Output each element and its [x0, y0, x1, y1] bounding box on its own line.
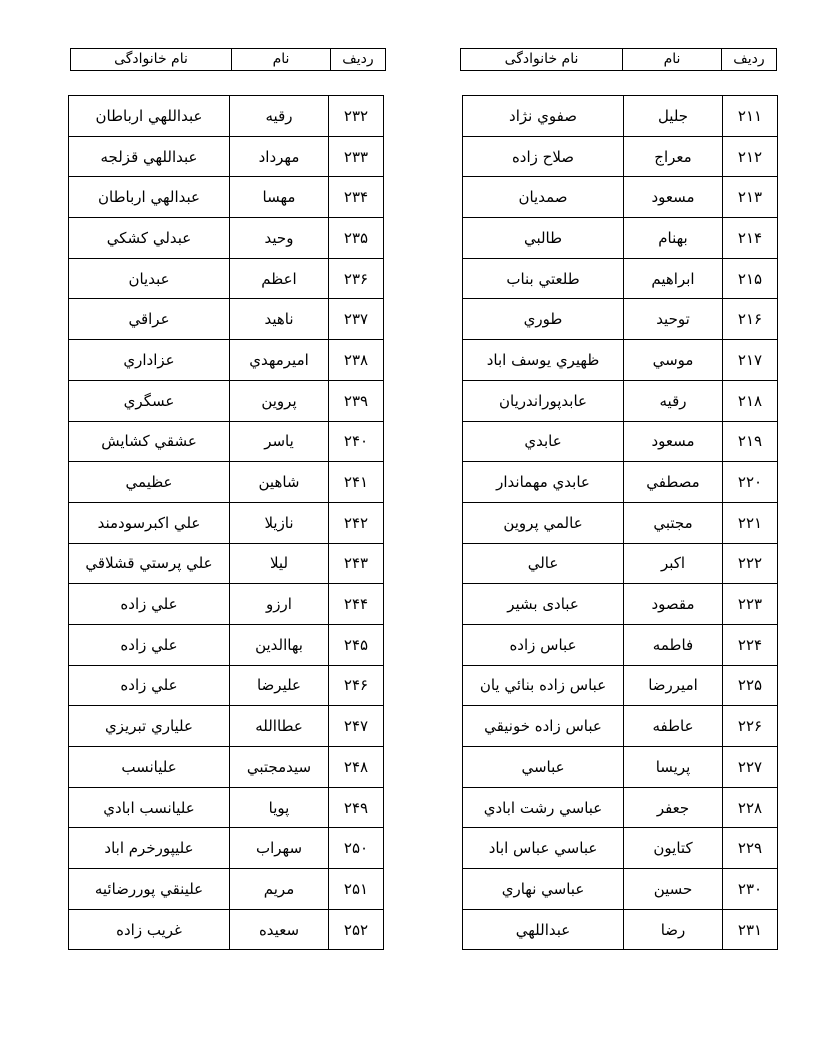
- family-name-cell: طلعتي بناب: [463, 258, 624, 299]
- table-row: [463, 543, 778, 584]
- row-number-cell: ۲۲۹: [723, 828, 778, 869]
- table-row: [69, 787, 384, 828]
- row-number-cell: ۲۲۸: [723, 787, 778, 828]
- table-row: [69, 869, 384, 910]
- row-number-cell: ۲۱۸: [723, 380, 778, 421]
- row-number-cell: ۲۱۴: [723, 218, 778, 259]
- table-row: [69, 96, 384, 137]
- table-row: [69, 828, 384, 869]
- header-row: [461, 49, 777, 71]
- family-name-cell: عزاداري: [69, 340, 230, 381]
- family-name-cell: عابدي مهماندار: [463, 462, 624, 503]
- row-number-cell: ۲۵۲: [329, 909, 384, 950]
- table-row: [463, 462, 778, 503]
- first-name-cell: پروين: [230, 380, 329, 421]
- table-row: [69, 624, 384, 665]
- header-row: [71, 49, 386, 71]
- table-row: [69, 258, 384, 299]
- row-number-cell: ۲۱۳: [723, 177, 778, 218]
- table-row: [463, 828, 778, 869]
- row-number-cell: ۲۲۱: [723, 502, 778, 543]
- table-row: [69, 177, 384, 218]
- row-number-cell: ۲۱۶: [723, 299, 778, 340]
- first-name-cell: كتايون: [624, 828, 723, 869]
- row-number-cell: ۲۳۴: [329, 177, 384, 218]
- family-name-cell: صفوي نژاد: [463, 96, 624, 137]
- row-number-cell: ۲۱۲: [723, 136, 778, 177]
- row-number-cell: ۲۲۰: [723, 462, 778, 503]
- family-name-cell: عالمي پروين: [463, 502, 624, 543]
- row-number-cell: ۲۴۸: [329, 747, 384, 788]
- first-name-cell: ابراهيم: [624, 258, 723, 299]
- first-name-cell: جليل: [624, 96, 723, 137]
- first-name-cell: مهسا: [230, 177, 329, 218]
- family-name-cell: عبداللهي: [463, 909, 624, 950]
- first-name-cell: معراج: [624, 136, 723, 177]
- family-name-cell: عراقي: [69, 299, 230, 340]
- table-row: [463, 787, 778, 828]
- table-row: [463, 380, 778, 421]
- table-row: [69, 136, 384, 177]
- family-name-cell: عباس زاده: [463, 624, 624, 665]
- family-name-cell: عباسي عباس اباد: [463, 828, 624, 869]
- table-row: [69, 218, 384, 259]
- table-row: [463, 299, 778, 340]
- first-name-cell: اميررضا: [624, 665, 723, 706]
- family-name-cell: ظهيري يوسف اباد: [463, 340, 624, 381]
- first-name-cell: مقصود: [624, 584, 723, 625]
- left-table-header: [70, 48, 386, 71]
- first-name-cell: عطاالله: [230, 706, 329, 747]
- family-name-cell: عباس زاده خونيقي: [463, 706, 624, 747]
- first-name-cell: فاطمه: [624, 624, 723, 665]
- family-name-cell: عليانسب ابادي: [69, 787, 230, 828]
- table-row: [463, 96, 778, 137]
- row-number-cell: ۲۳۷: [329, 299, 384, 340]
- family-name-cell: علينقي پوررضائيه: [69, 869, 230, 910]
- first-name-cell: عليرضا: [230, 665, 329, 706]
- family-name-cell: عبدلي كشكي: [69, 218, 230, 259]
- family-name-cell: عباس زاده بنائي يان: [463, 665, 624, 706]
- first-name-cell: مصطفي: [624, 462, 723, 503]
- family-name-cell: علي اكبرسودمند: [69, 502, 230, 543]
- table-row: [69, 299, 384, 340]
- first-name-cell: مهرداد: [230, 136, 329, 177]
- first-name-cell: ياسر: [230, 421, 329, 462]
- row-number-cell: ۲۴۰: [329, 421, 384, 462]
- first-name-cell: مجتبي: [624, 502, 723, 543]
- row-number-cell: ۲۲۴: [723, 624, 778, 665]
- table-row: [69, 584, 384, 625]
- family-name-cell: عباسي رشت ابادي: [463, 787, 624, 828]
- family-name-cell: صلاح زاده: [463, 136, 624, 177]
- row-number-cell: ۲۳۵: [329, 218, 384, 259]
- first-name-cell: اعظم: [230, 258, 329, 299]
- table-row: [463, 909, 778, 950]
- first-name-cell: ليلا: [230, 543, 329, 584]
- family-name-cell: عابدي: [463, 421, 624, 462]
- family-name-cell: عباسي نهاري: [463, 869, 624, 910]
- row-number-cell: ۲۴۹: [329, 787, 384, 828]
- family-name-cell: عباسي: [463, 747, 624, 788]
- table-row: [463, 136, 778, 177]
- first-name-cell: توحيد: [624, 299, 723, 340]
- row-number-cell: ۲۲۶: [723, 706, 778, 747]
- first-name-cell: بهاالدين: [230, 624, 329, 665]
- first-name-cell: بهنام: [624, 218, 723, 259]
- first-name-cell: سيدمجتبي: [230, 747, 329, 788]
- table-row: [69, 543, 384, 584]
- first-name-cell: مسعود: [624, 177, 723, 218]
- row-number-cell: ۲۱۹: [723, 421, 778, 462]
- first-name-cell: وحيد: [230, 218, 329, 259]
- table-row: [69, 665, 384, 706]
- table-row: [463, 624, 778, 665]
- header-family-name: نام خانوادگی: [461, 49, 623, 71]
- first-name-cell: نازيلا: [230, 502, 329, 543]
- row-number-cell: ۲۴۴: [329, 584, 384, 625]
- first-name-cell: رضا: [624, 909, 723, 950]
- table-row: [69, 380, 384, 421]
- first-name-cell: رقيه: [230, 96, 329, 137]
- header-first-name: نام: [232, 49, 331, 71]
- table-row: [463, 340, 778, 381]
- table-row: [69, 909, 384, 950]
- family-name-cell: عابدپوراندريان: [463, 380, 624, 421]
- row-number-cell: ۲۴۳: [329, 543, 384, 584]
- row-number-cell: ۲۳۳: [329, 136, 384, 177]
- table-row: [463, 706, 778, 747]
- header-row-number: ردیف: [331, 49, 386, 71]
- table-row: [463, 502, 778, 543]
- table-row: [463, 869, 778, 910]
- first-name-cell: شاهين: [230, 462, 329, 503]
- first-name-cell: مريم: [230, 869, 329, 910]
- first-name-cell: اكبر: [624, 543, 723, 584]
- family-name-cell: عبداللهي قزلجه: [69, 136, 230, 177]
- row-number-cell: ۲۳۲: [329, 96, 384, 137]
- row-number-cell: ۲۵۰: [329, 828, 384, 869]
- row-number-cell: ۲۳۰: [723, 869, 778, 910]
- family-name-cell: علي پرستي قشلاقي: [69, 543, 230, 584]
- first-name-cell: رقيه: [624, 380, 723, 421]
- row-number-cell: ۲۳۶: [329, 258, 384, 299]
- row-number-cell: ۲۲۵: [723, 665, 778, 706]
- family-name-cell: عبادی بشير: [463, 584, 624, 625]
- table-row: [463, 421, 778, 462]
- row-number-cell: ۲۳۸: [329, 340, 384, 381]
- first-name-cell: اميرمهدي: [230, 340, 329, 381]
- family-name-cell: عبدالهي ارباطان: [69, 177, 230, 218]
- family-name-cell: عليپورخرم اباد: [69, 828, 230, 869]
- family-name-cell: عبديان: [69, 258, 230, 299]
- row-number-cell: ۲۴۷: [329, 706, 384, 747]
- row-number-cell: ۲۱۱: [723, 96, 778, 137]
- row-number-cell: ۲۳۱: [723, 909, 778, 950]
- table-row: [69, 502, 384, 543]
- table-row: [69, 462, 384, 503]
- family-name-cell: علياري تبريزي: [69, 706, 230, 747]
- row-number-cell: ۲۳۹: [329, 380, 384, 421]
- first-name-cell: ارزو: [230, 584, 329, 625]
- first-name-cell: موسي: [624, 340, 723, 381]
- family-name-cell: عالي: [463, 543, 624, 584]
- right-name-table: [462, 95, 778, 950]
- row-number-cell: ۲۴۲: [329, 502, 384, 543]
- row-number-cell: ۲۱۷: [723, 340, 778, 381]
- table-row: [463, 218, 778, 259]
- table-row: [463, 258, 778, 299]
- table-row: [463, 665, 778, 706]
- header-row-number: ردیف: [722, 49, 777, 71]
- family-name-cell: طالبي: [463, 218, 624, 259]
- row-number-cell: ۲۲۳: [723, 584, 778, 625]
- family-name-cell: علي زاده: [69, 665, 230, 706]
- header-family-name: نام خانوادگی: [71, 49, 232, 71]
- family-name-cell: صمديان: [463, 177, 624, 218]
- family-name-cell: عشقي كشايش: [69, 421, 230, 462]
- row-number-cell: ۲۵۱: [329, 869, 384, 910]
- first-name-cell: ناهيد: [230, 299, 329, 340]
- row-number-cell: ۲۴۱: [329, 462, 384, 503]
- first-name-cell: پريسا: [624, 747, 723, 788]
- family-name-cell: علي زاده: [69, 624, 230, 665]
- row-number-cell: ۲۴۵: [329, 624, 384, 665]
- family-name-cell: علي زاده: [69, 584, 230, 625]
- table-row: [463, 747, 778, 788]
- family-name-cell: عسگري: [69, 380, 230, 421]
- row-number-cell: ۲۱۵: [723, 258, 778, 299]
- first-name-cell: سعيده: [230, 909, 329, 950]
- family-name-cell: عبداللهي ارباطان: [69, 96, 230, 137]
- table-row: [69, 421, 384, 462]
- table-row: [69, 706, 384, 747]
- table-row: [69, 747, 384, 788]
- first-name-cell: مسعود: [624, 421, 723, 462]
- first-name-cell: سهراب: [230, 828, 329, 869]
- row-number-cell: ۲۲۷: [723, 747, 778, 788]
- header-first-name: نام: [623, 49, 722, 71]
- table-row: [463, 177, 778, 218]
- row-number-cell: ۲۲۲: [723, 543, 778, 584]
- first-name-cell: جعفر: [624, 787, 723, 828]
- first-name-cell: حسين: [624, 869, 723, 910]
- table-row: [69, 340, 384, 381]
- family-name-cell: طوري: [463, 299, 624, 340]
- family-name-cell: عليانسب: [69, 747, 230, 788]
- left-name-table: [68, 95, 384, 950]
- first-name-cell: عاطفه: [624, 706, 723, 747]
- family-name-cell: غريب زاده: [69, 909, 230, 950]
- table-row: [463, 584, 778, 625]
- family-name-cell: عظيمي: [69, 462, 230, 503]
- row-number-cell: ۲۴۶: [329, 665, 384, 706]
- right-table-header: [460, 48, 777, 71]
- first-name-cell: پويا: [230, 787, 329, 828]
